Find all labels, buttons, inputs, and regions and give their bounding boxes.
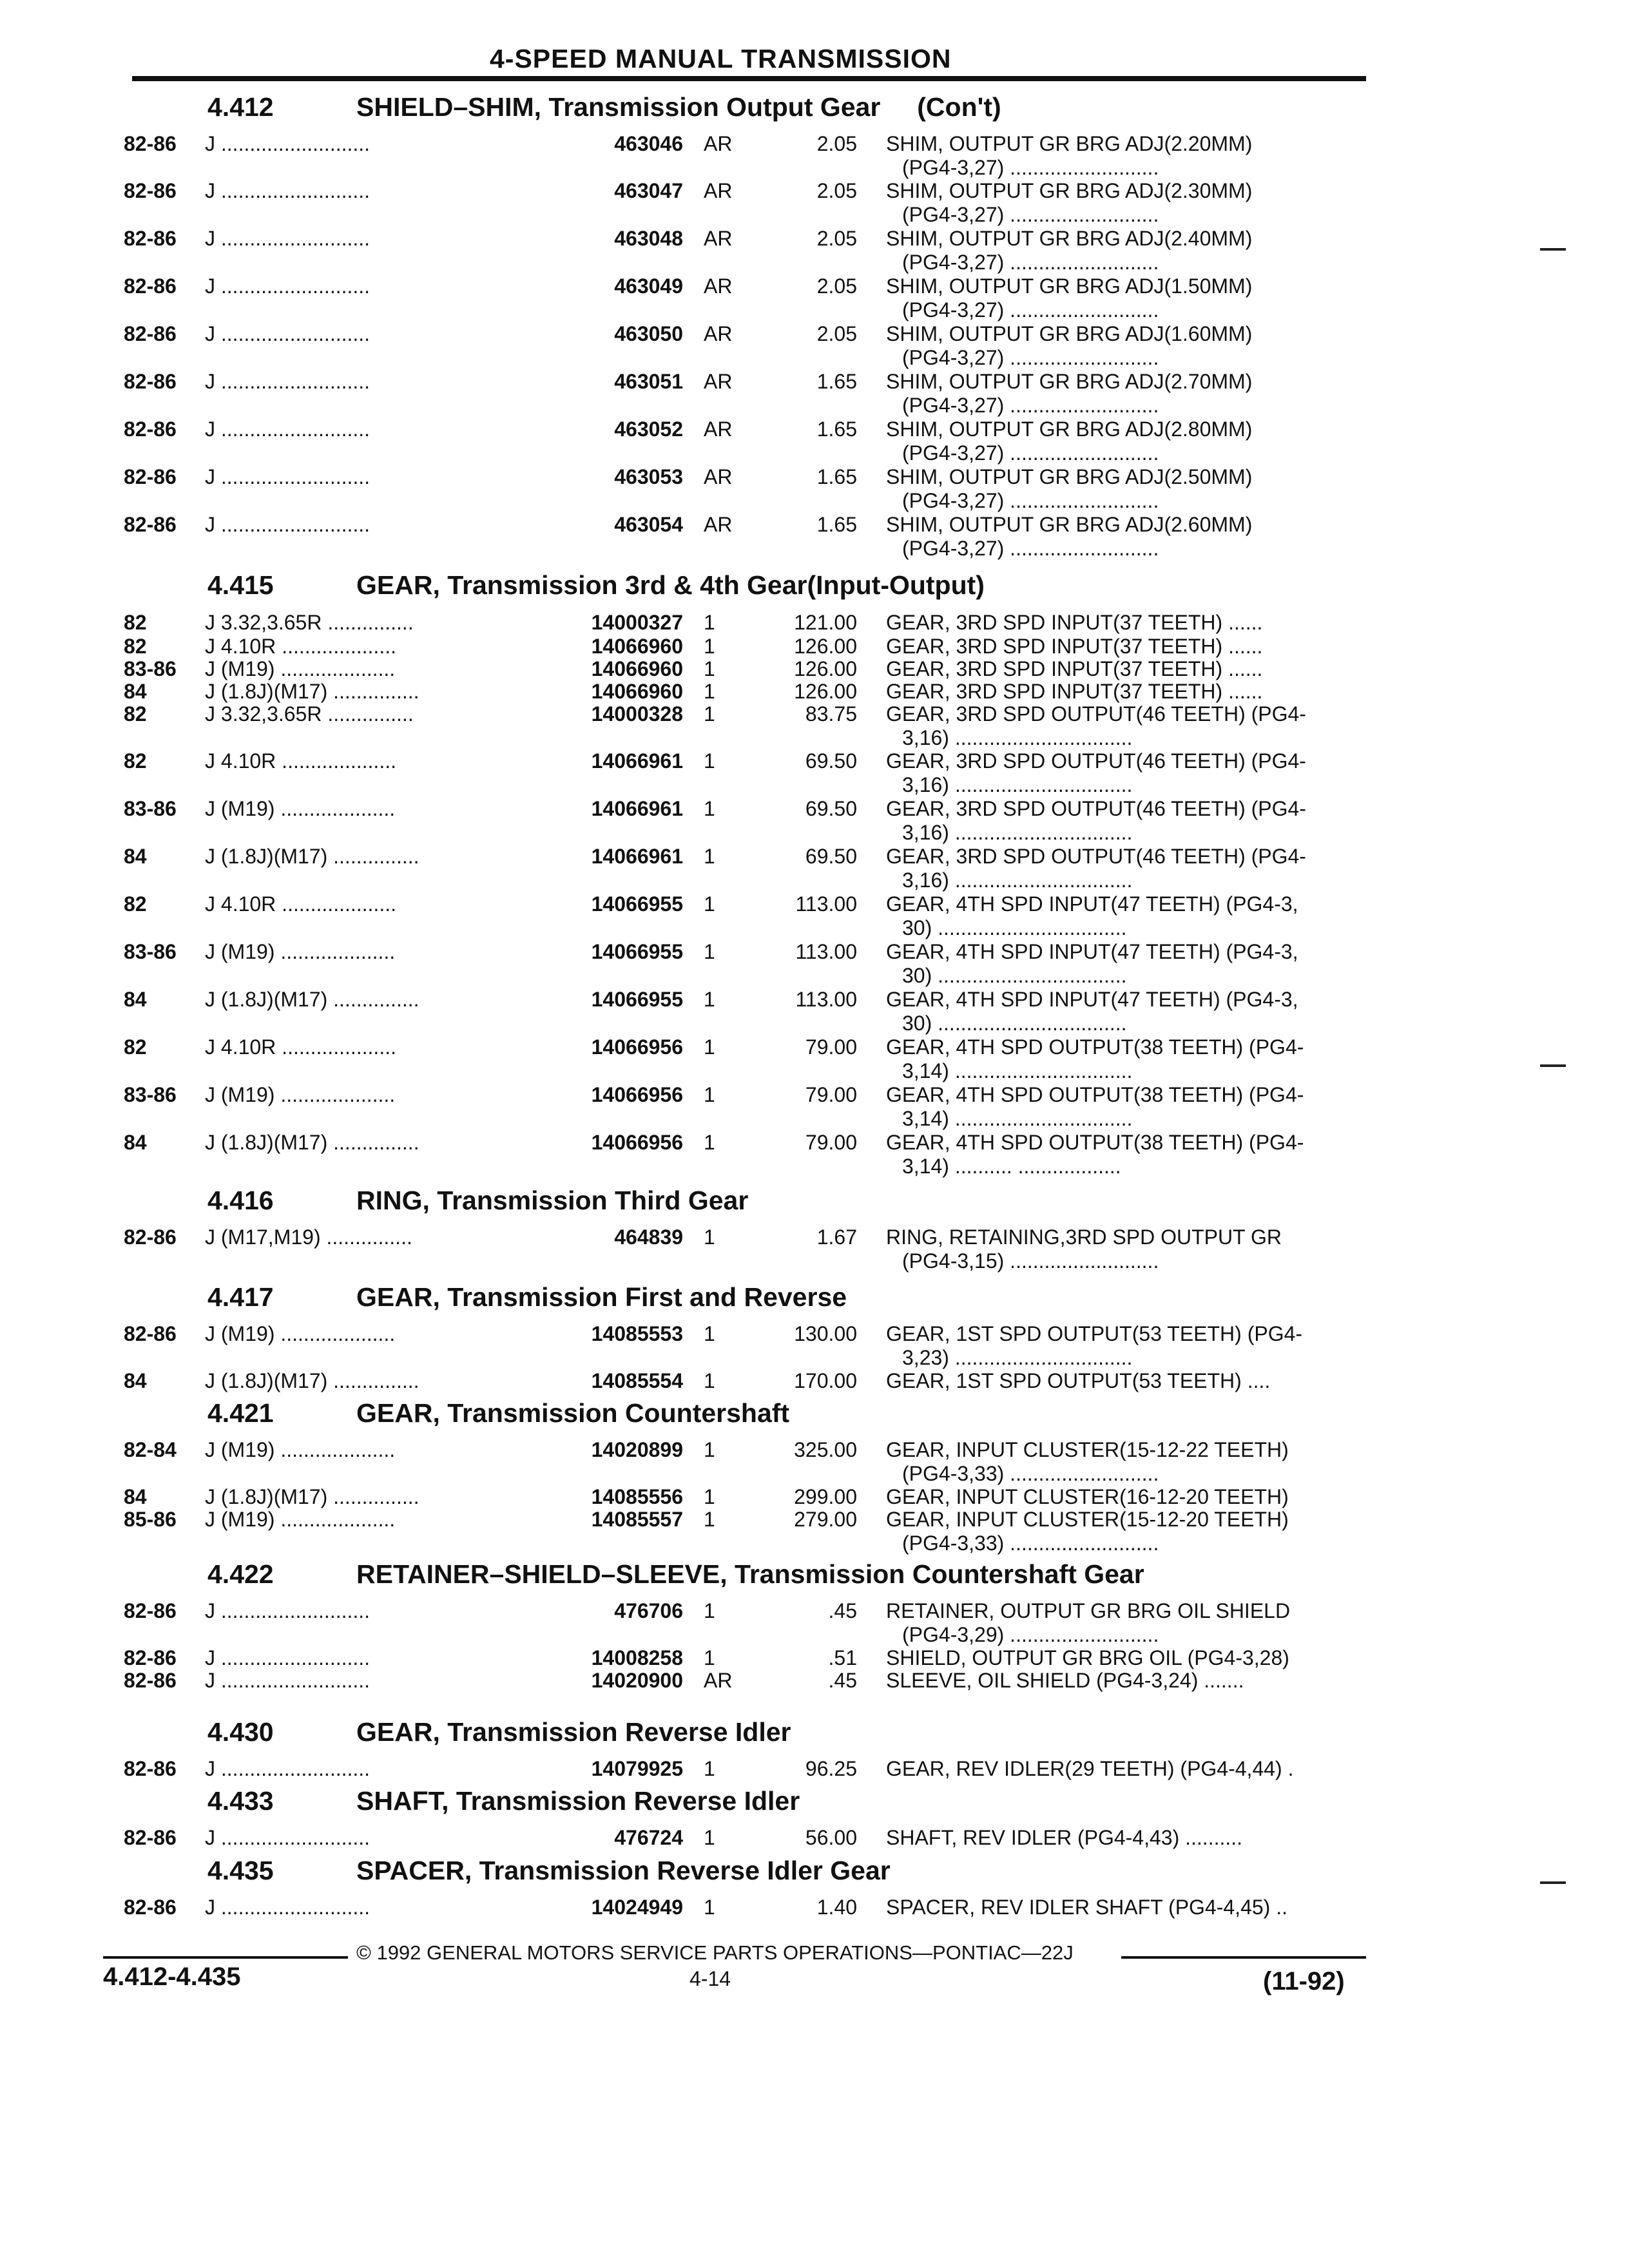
quantity: 1 [704,797,715,820]
price: 69.50 [805,749,857,773]
part-description: SHIM, OUTPUT GR BRG ADJ(1.50MM) [886,274,1253,298]
section-title: GEAR, Transmission Countershaft [356,1398,790,1428]
page-title: 4-SPEED MANUAL TRANSMISSION [490,44,952,73]
model-code: J .......................... [205,513,371,536]
model-code: J .......................... [205,1646,371,1669]
section-number: 4.421 [207,1398,274,1428]
part-description-cont: (PG4-3,27) .......................... [902,251,1159,274]
footer-date: (11-92) [1263,1967,1345,1995]
model-code: J .......................... [205,370,371,393]
part-description: GEAR, REV IDLER(29 TEETH) (PG4-4,44) . [886,1757,1294,1780]
quantity: 1 [704,749,715,773]
price: 279.00 [794,1508,857,1531]
part-description: GEAR, 3RD SPD INPUT(37 TEETH) ...... [886,635,1263,658]
part-description: SHIM, OUTPUT GR BRG ADJ(2.80MM) [886,418,1253,441]
quantity: AR [704,513,733,536]
part-number: 14066955 [591,892,683,916]
price: 2.05 [816,322,857,345]
year-range: 82-86 [124,1826,177,1849]
part-number: 14066960 [591,657,683,680]
footer-rule [103,1956,348,1959]
year-range: 82-86 [124,418,177,441]
part-number: 463050 [614,322,683,345]
price: 130.00 [794,1322,857,1345]
section-number: 4.433 [207,1786,274,1816]
model-code: J (M19) .................... [205,1322,396,1345]
part-number: 14085554 [591,1369,683,1392]
part-description-cont: (PG4-3,27) .......................... [902,346,1159,369]
quantity: 1 [704,988,715,1011]
quantity: AR [704,322,733,345]
model-code: J (1.8J)(M17) ............... [205,680,419,703]
part-description: GEAR, 4TH SPD OUTPUT(38 TEETH) (PG4- [886,1035,1304,1059]
quantity: AR [704,370,733,393]
part-number: 14066960 [591,680,683,703]
part-number: 14000328 [591,702,683,726]
year-range: 82-86 [124,132,177,155]
quantity: 1 [704,1035,715,1059]
part-description-cont: (PG4-3,27) .......................... [902,394,1159,417]
quantity: 1 [704,1083,715,1106]
model-code: J (M19) .................... [205,1083,396,1106]
part-number: 14020899 [591,1438,683,1461]
model-code: J (1.8J)(M17) ............... [205,988,419,1011]
quantity: AR [704,227,733,250]
part-description: GEAR, 4TH SPD OUTPUT(38 TEETH) (PG4- [886,1083,1304,1106]
section-number: 4.412 [207,92,274,122]
price: .51 [828,1646,857,1669]
quantity: 1 [704,1485,715,1508]
quantity: 1 [704,680,715,703]
quantity: AR [704,465,733,488]
price: 2.05 [816,274,857,298]
quantity: 1 [704,940,715,963]
part-number: 14066960 [591,635,683,658]
quantity: 1 [704,635,715,658]
year-range: 82 [124,749,147,773]
year-range: 82-86 [124,513,177,536]
year-range: 83-86 [124,940,177,963]
section-title: GEAR, Transmission 3rd & 4th Gear(Input-Output) [356,570,985,600]
section-number: 4.416 [207,1186,274,1215]
part-number: 14066956 [591,1131,683,1154]
section-number: 4.430 [207,1717,274,1747]
part-description-cont: 3,16) ............................... [902,821,1133,844]
quantity: 1 [704,657,715,680]
part-number: 463054 [614,513,683,536]
quantity: AR [704,179,733,202]
part-description: GEAR, INPUT CLUSTER(15-12-22 TEETH) [886,1438,1289,1461]
part-description: GEAR, 3RD SPD INPUT(37 TEETH) ...... [886,657,1263,680]
part-description: GEAR, 4TH SPD INPUT(47 TEETH) (PG4-3, [886,988,1298,1011]
year-range: 82-86 [124,1669,177,1692]
part-description: SPACER, REV IDLER SHAFT (PG4-4,45) .. [886,1896,1287,1919]
year-range: 82-86 [124,179,177,202]
price: 79.00 [805,1083,857,1106]
quantity: 1 [704,702,715,726]
price: 126.00 [794,657,857,680]
quantity: 1 [704,1438,715,1461]
year-range: 82-86 [124,1757,177,1780]
footer-page-number: 4-14 [689,1967,731,1990]
model-code: J 4.10R .................... [205,749,396,773]
model-code: J .......................... [205,179,371,202]
part-description: GEAR, 4TH SPD INPUT(47 TEETH) (PG4-3, [886,940,1298,963]
section-title: SHAFT, Transmission Reverse Idler [356,1786,800,1816]
part-description-cont: (PG4-3,27) .......................... [902,441,1159,465]
part-number: 463049 [614,274,683,298]
part-number: 14085553 [591,1322,683,1345]
year-range: 82-86 [124,1322,177,1345]
part-description: GEAR, 3RD SPD OUTPUT(46 TEETH) (PG4- [886,702,1306,726]
part-description: GEAR, INPUT CLUSTER(15-12-20 TEETH) [886,1508,1289,1531]
price: 96.25 [805,1757,857,1780]
part-description: SLEEVE, OIL SHIELD (PG4-3,24) ....... [886,1669,1244,1692]
model-code: J (M19) .................... [205,657,396,680]
model-code: J .......................... [205,1896,371,1919]
part-description-cont: (PG4-3,15) .......................... [902,1249,1159,1273]
year-range: 85-86 [124,1508,177,1531]
model-code: J 3.32,3.65R ............... [205,611,414,634]
model-code: J (M19) .................... [205,1438,396,1461]
part-description: GEAR, INPUT CLUSTER(16-12-20 TEETH) [886,1485,1289,1508]
quantity: 1 [704,1508,715,1531]
section-title: SHIELD–SHIM, Transmission Output Gear (Con't) [356,92,1001,122]
price: 121.00 [794,611,857,634]
price: 79.00 [805,1131,857,1154]
part-description: SHIM, OUTPUT GR BRG ADJ(2.30MM) [886,179,1253,202]
part-description: GEAR, 3RD SPD INPUT(37 TEETH) ...... [886,680,1263,703]
margin-mark [1540,248,1566,251]
model-code: J .......................... [205,322,371,345]
part-number: 476706 [614,1599,683,1622]
year-range: 82-84 [124,1438,177,1461]
section-number: 4.422 [207,1559,274,1589]
model-code: J (M19) .................... [205,1508,396,1531]
model-code: J 4.10R .................... [205,892,396,916]
price: 126.00 [794,635,857,658]
quantity: 1 [704,1757,715,1780]
footer-copyright: © 1992 GENERAL MOTORS SERVICE PARTS OPERATIONS—PONTIAC—22J [356,1941,1074,1964]
part-description-cont: (PG4-3,27) .......................... [902,156,1159,179]
model-code: J .......................... [205,1826,371,1849]
part-description-cont: (PG4-3,27) .......................... [902,203,1159,226]
quantity: AR [704,132,733,155]
part-description: SHIM, OUTPUT GR BRG ADJ(2.70MM) [886,370,1253,393]
price: 299.00 [794,1485,857,1508]
model-code: J (M19) .................... [205,797,396,820]
part-description: GEAR, 3RD SPD OUTPUT(46 TEETH) (PG4- [886,749,1306,773]
year-range: 82 [124,635,147,658]
part-description-cont: 30) ................................. [902,1012,1127,1035]
price: 1.65 [816,513,857,536]
footer-section-range: 4.412-4.435 [103,1963,241,1991]
price: 83.75 [805,702,857,726]
part-description: SHIM, OUTPUT GR BRG ADJ(2.50MM) [886,465,1253,488]
part-description-cont: (PG4-3,27) .......................... [902,537,1159,560]
model-code: J (1.8J)(M17) ............... [205,1131,419,1154]
part-description: GEAR, 3RD SPD OUTPUT(46 TEETH) (PG4- [886,845,1306,868]
section-title: GEAR, Transmission Reverse Idler [356,1717,791,1747]
part-number: 14066961 [591,845,683,868]
quantity: 1 [704,1369,715,1392]
year-range: 82-86 [124,227,177,250]
model-code: J .......................... [205,1757,371,1780]
model-code: J .......................... [205,274,371,298]
year-range: 84 [124,680,147,703]
quantity: AR [704,1669,733,1692]
model-code: J (1.8J)(M17) ............... [205,1485,419,1508]
price: 1.67 [816,1225,857,1249]
year-range: 82 [124,892,147,916]
price: 69.50 [805,845,857,868]
part-number: 14066955 [591,940,683,963]
price: 126.00 [794,680,857,703]
price: 113.00 [795,892,857,916]
year-range: 84 [124,845,147,868]
part-number: 476724 [614,1826,683,1849]
part-number: 14079925 [591,1757,683,1780]
part-description-cont: 3,16) ............................... [902,869,1133,892]
price: 1.40 [816,1896,857,1919]
section-title: GEAR, Transmission First and Reverse [356,1282,847,1312]
part-number: 14085556 [591,1485,683,1508]
part-description: SHAFT, REV IDLER (PG4-4,43) .......... [886,1826,1243,1849]
part-description-cont: 3,14) .......... .................. [902,1155,1121,1178]
part-description-cont: (PG4-3,29) .......................... [902,1623,1159,1646]
year-range: 82 [124,1035,147,1059]
part-description-cont: (PG4-3,33) .......................... [902,1532,1159,1555]
quantity: 1 [704,845,715,868]
price: 113.00 [795,988,857,1011]
year-range: 84 [124,1131,147,1154]
part-number: 14066961 [591,749,683,773]
model-code: J (1.8J)(M17) ............... [205,1369,419,1392]
quantity: AR [704,274,733,298]
part-description: SHIELD, OUTPUT GR BRG OIL (PG4-3,28) [886,1646,1289,1669]
quantity: 1 [704,1225,715,1249]
part-description-cont: 3,14) ............................... [902,1107,1133,1130]
model-code: J 4.10R .................... [205,1035,396,1059]
quantity: 1 [704,1131,715,1154]
model-code: J 4.10R .................... [205,635,396,658]
year-range: 82 [124,702,147,726]
part-description: SHIM, OUTPUT GR BRG ADJ(2.60MM) [886,513,1253,536]
model-code: J (1.8J)(M17) ............... [205,845,419,868]
price: 56.00 [805,1826,857,1849]
part-description-cont: 3,16) ............................... [902,726,1133,749]
margin-mark [1540,1064,1566,1067]
model-code: J .......................... [205,1599,371,1622]
part-number: 14066956 [591,1035,683,1059]
price: 170.00 [794,1369,857,1392]
quantity: 1 [704,892,715,916]
part-description-cont: (PG4-3,33) .......................... [902,1462,1159,1485]
part-number: 464839 [614,1225,683,1249]
part-description-cont: 30) ................................. [902,964,1127,987]
year-range: 82-86 [124,1896,177,1919]
part-number: 14020900 [591,1669,683,1692]
part-description-cont: (PG4-3,27) .......................... [902,298,1159,322]
price: .45 [828,1669,857,1692]
model-code: J .......................... [205,132,371,155]
price: .45 [828,1599,857,1622]
part-description: GEAR, 3RD SPD INPUT(37 TEETH) ...... [886,611,1263,634]
price: 113.00 [795,940,857,963]
quantity: 1 [704,611,715,634]
price: 1.65 [816,370,857,393]
part-description: SHIM, OUTPUT GR BRG ADJ(1.60MM) [886,322,1253,345]
part-number: 14066956 [591,1083,683,1106]
year-range: 84 [124,1369,147,1392]
model-code: J (M19) .................... [205,940,396,963]
part-description-cont: 3,16) ............................... [902,773,1133,796]
header-rule [132,76,1366,81]
part-number: 463046 [614,132,683,155]
year-range: 82 [124,611,147,634]
section-number: 4.417 [207,1282,274,1312]
part-number: 463047 [614,179,683,202]
year-range: 84 [124,988,147,1011]
part-description: SHIM, OUTPUT GR BRG ADJ(2.20MM) [886,132,1253,155]
year-range: 83-86 [124,1083,177,1106]
year-range: 82-86 [124,274,177,298]
year-range: 82-86 [124,1646,177,1669]
year-range: 82-86 [124,322,177,345]
quantity: 1 [704,1599,715,1622]
year-range: 82-86 [124,1599,177,1622]
section-title: SPACER, Transmission Reverse Idler Gear [356,1856,891,1885]
part-number: 14008258 [591,1646,683,1669]
price: 79.00 [805,1035,857,1059]
part-description: RETAINER, OUTPUT GR BRG OIL SHIELD [886,1599,1291,1622]
part-description: GEAR, 4TH SPD OUTPUT(38 TEETH) (PG4- [886,1131,1304,1154]
model-code: J .......................... [205,1669,371,1692]
model-code: J 3.32,3.65R ............... [205,702,414,726]
section-number: 4.415 [207,570,274,600]
model-code: J (M17,M19) ............... [205,1225,412,1249]
part-number: 14066961 [591,797,683,820]
year-range: 83-86 [124,797,177,820]
model-code: J .......................... [205,465,371,488]
footer-rule [1121,1956,1366,1959]
part-number: 14085557 [591,1508,683,1531]
part-number: 463051 [614,370,683,393]
year-range: 82-86 [124,370,177,393]
price: 1.65 [816,418,857,441]
part-description-cont: 30) ................................. [902,916,1127,939]
part-description: GEAR, 4TH SPD INPUT(47 TEETH) (PG4-3, [886,892,1298,916]
year-range: 82-86 [124,465,177,488]
part-description: GEAR, 1ST SPD OUTPUT(53 TEETH) (PG4- [886,1322,1303,1345]
part-description: RING, RETAINING,3RD SPD OUTPUT GR [886,1225,1282,1249]
year-range: 83-86 [124,657,177,680]
price: 69.50 [805,797,857,820]
quantity: 1 [704,1322,715,1345]
price: 2.05 [816,132,857,155]
part-description: GEAR, 3RD SPD OUTPUT(46 TEETH) (PG4- [886,797,1306,820]
section-title: RETAINER–SHIELD–SLEEVE, Transmission Countershaft Gear [356,1559,1144,1589]
part-description-cont: 3,14) ............................... [902,1059,1133,1082]
year-range: 82-86 [124,1225,177,1249]
part-number: 14024949 [591,1896,683,1919]
part-description: SHIM, OUTPUT GR BRG ADJ(2.40MM) [886,227,1253,250]
price: 325.00 [794,1438,857,1461]
price: 1.65 [816,465,857,488]
part-number: 463053 [614,465,683,488]
section-number: 4.435 [207,1856,274,1885]
part-description-cont: 3,23) ............................... [902,1346,1133,1369]
year-range: 84 [124,1485,147,1508]
model-code: J .......................... [205,227,371,250]
part-number: 14000327 [591,611,683,634]
part-description: GEAR, 1ST SPD OUTPUT(53 TEETH) .... [886,1369,1271,1392]
quantity: 1 [704,1896,715,1919]
model-code: J .......................... [205,418,371,441]
margin-mark [1540,1881,1566,1884]
quantity: AR [704,418,733,441]
price: 2.05 [816,227,857,250]
part-number: 14066955 [591,988,683,1011]
part-number: 463048 [614,227,683,250]
quantity: 1 [704,1826,715,1849]
part-number: 463052 [614,418,683,441]
section-title: RING, Transmission Third Gear [356,1186,749,1215]
quantity: 1 [704,1646,715,1669]
price: 2.05 [816,179,857,202]
part-description-cont: (PG4-3,27) .......................... [902,489,1159,512]
